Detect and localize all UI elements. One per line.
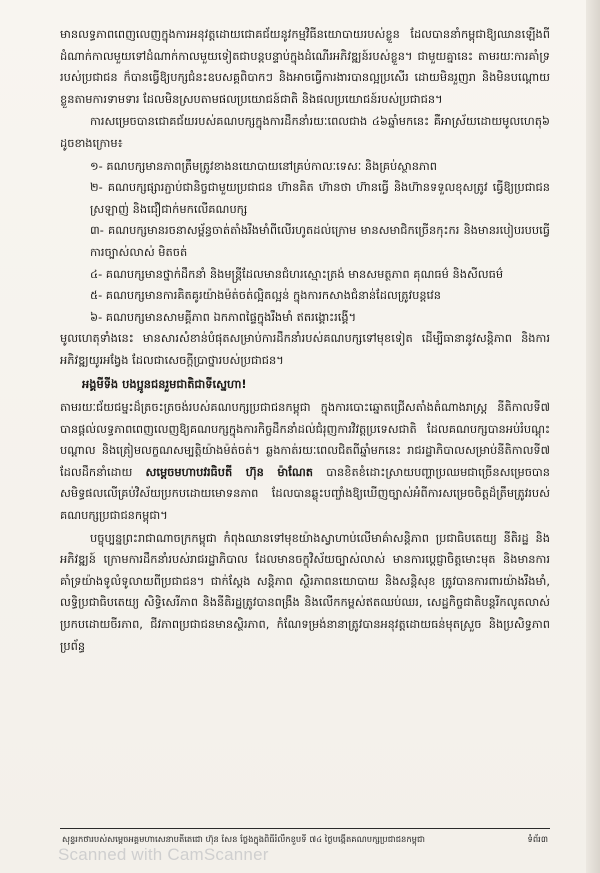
paragraph-conclusion: មូលហេតុទាំងនេះ មានសារសំខាន់បំផុតសម្រាប់ការដឹកនាំរបស់គណបក្សទៅមុខទៀត ដើម្បីធានានូវសន្តិភាព និងការអភិវឌ្ឍយូរអង្វែង ដែលជាសេចក្តីប្រាថ្នារបស់ប្រជាជន។ xyxy=(60,331,550,367)
paragraph-election xyxy=(60,397,550,527)
paragraph-current-state: បច្ចុប្បន្នព្រះរាជាណាចក្រកម្ពុជា កំពុងឈានទៅមុខយ៉ាងស្វាហាប់លើមាគ៌ាសន្តិភាព ប្រជាធិបតេយ្យ នីតិរដ្ឋ និងអភិវឌ្ឍន៍ ក្រោមការដឹកនាំរបស់រាជរដ្ឋាភិបាល ដែលមានចក្ខុវិស័យច្បាស់លាស់ មានការប្តេជ្ញាចិត្តមោះមុត និងមានការគាំទ្រយ៉ាងទូលំទូលាយពីប្រជាជន។ ជាក់ស្តែង សន្តិភាព ស្ថិរភាពនយោបាយ និងសន្តិសុខ ត្រូវបានការពារយ៉ាងរឹងមាំ, លទ្ធិប្រជាធិបតេយ្យ សិទ្ធិសេរីភាព និងនីតិរដ្ឋត្រូវបានពង្រឹង និងលើកកម្ពស់ឥតឈប់ឈរ, សេដ្ឋកិច្ចជាតិបន្តរីកលូតលាស់ប្រកបដោយចីរភាព, ជីវភាពប្រជាជនមានស្ថិរភាព, កំណែទម្រង់នានាត្រូវបានអនុវត្តដោយធន់មុតស្រួច និងប្រសិទ្ធភាព ប្រព័ន្ធ xyxy=(60,530,550,653)
list-item-6: ៦- គណបក្សមានសាមគ្គីភាព ឯកភាពផ្ទៃក្នុងរឹងមាំ ឥតរង្គោះរង្គើ។ xyxy=(90,309,357,324)
paragraph-election-start: តាមរយៈជ័យជម្នះដ៏ត្រចះត្រចង់របស់គណបក្សប្រជាជនកម្ពុជា ក្នុងការបោះឆ្នោតជ្រើសតាំងតំណាងរាស្រ្ត នីតិកាលទី៧ បានផ្តល់លទ្ធភាពពេញលេញឱ្យគណបក្សក្នុងការកិច្ចដឹកនាំដល់ជំរុញការវិវត្តប្រទេសជាតិ ដែលគណបក្សបានអប់រំបណ្តុះបណ្តាល និងត្រៀមលក្ខណសម្បត្តិយ៉ាងម៉ត់ចត់។ ឆ្លងកាត់រយៈពេលជិតពីឆ្នាំមកនេះ រាជរដ្ឋាភិបាលសម្រាប់នីតិកាលទី៧ ដែលដឹកនាំដោយ xyxy=(60,400,550,479)
greeting-line: អង្គមីទីង បងប្អូនជនរួមជាតិជាទីស្នេហា! xyxy=(82,376,247,391)
footer-caption: សុន្ទរកថារបស់សម្តេចអគ្គមហាសេនាបតីតេជោ ហ៊ុន សែន ថ្លែងក្នុងពិធីរំលឹកខួបទី ៧៤ ថ្ងៃបង្កើតគណបក្សប្រជាជនកម្ពុជា xyxy=(62,834,425,844)
paragraph-election-end: បានខិតខំដោះស្រាយបញ្ហាប្រឈមជាច្រើនសម្រេចបានសមិទ្ធផលលើគ្រប់វិស័យប្រកបដោយមោទនភាព ដែលបានឆ្លុះបញ្ចាំងឱ្យឃើញច្បាស់អំពីការសម្រេចចិត្តដ៏ត្រឹមត្រូវរបស់គណបក្សប្រជាជនកម្ពុជា។ xyxy=(60,464,551,523)
list-item-3: ៣- គណបក្សមានរចនាសម្ព័ន្ធចាត់តាំងរឹងមាំពីលើរហូតដល់ក្រោម មានសមាជិកច្រើនកុះករ និងមានរបៀបរបបធ្វើការច្បាស់លាស់ មិតចត់ xyxy=(90,223,550,259)
list-item-4: ៤- គណបក្សមានថ្នាក់ដឹកនាំ និងមន្រ្តីដែលមានជំហរស្មោះត្រង់ មានសមត្ថភាព គុណធម៌ និងសីលធម៌ xyxy=(90,266,504,281)
camscanner-watermark: Scanned with CamScanner xyxy=(58,845,269,864)
scan-edge xyxy=(586,0,600,873)
page-number: ទំព័រ៣ xyxy=(527,834,548,844)
list-item-5: ៥- គណបក្សមានការគិតគូរយ៉ាងម៉ត់ចត់ល្អិតល្អន់ ក្នុងការកសាងជំនាន់ដែលត្រូវបន្តវេន xyxy=(90,288,442,303)
paragraph-intro: ការសម្រេចបានជោគជ័យរបស់គណបក្សក្នុងការដឹកនាំរយៈពេលជាង ៤៦ឆ្នាំមកនេះ គឺអាស្រ័យដោយមូលហេតុ៦ ដូចខាងក្រោម៖ xyxy=(60,114,550,150)
list-item-2: ២- គណបក្សផ្សារភ្ជាប់ជានិច្ចជាមួយប្រជាជន ហ៊ានគិត ហ៊ានថា ហ៊ានធ្វើ និងហ៊ានទទួលខុសត្រូវ ធ្វើឱ្យប្រជាជនស្រឡាញ់ និងជឿជាក់មកលើគណបក្ស xyxy=(90,180,550,216)
leader-name: សម្តេចមហាបវរធិបតី ហ៊ុន ម៉ាណែត xyxy=(145,464,313,479)
document-body xyxy=(60,24,550,658)
list-item-1: ១- គណបក្សមានភាពត្រឹមត្រូវខាងនយោបាយនៅគ្រប់កាលៈទេសៈ និងគ្រប់ស្ថានភាព xyxy=(90,158,438,173)
paragraph-opening: មានលទ្ធភាពពេញលេញក្នុងការអនុវត្តដោយជោគជ័យនូវកម្មវិធីនយោបាយរបស់ខ្លួន ដែលបាននាំកម្ពុជាឱ្យឈានឡើងពីដំណាក់កាលមួយទៅដំណាក់កាលមួយទៀតជាបន្តបន្ទាប់ក្នុងដំណើរអភិវឌ្ឍន៍របស់ខ្លួន។ ជាមួយគ្នានេះ តាមរយៈការគាំទ្ររបស់ប្រជាជន ក៏បានធ្វើឱ្យបក្សជំនះឧបសគ្គពិបាកៗ និងអាចធ្វើការងារបានល្អប្រសើរ ដោយមិនរួញរា និងមិនបណ្តោយខ្លួនតាមការទាមទារ ដែលមិនស្របតាមផលប្រយោជន៍ជាតិ និងផលប្រយោជន៍របស់ប្រជាជន។ xyxy=(60,27,550,106)
